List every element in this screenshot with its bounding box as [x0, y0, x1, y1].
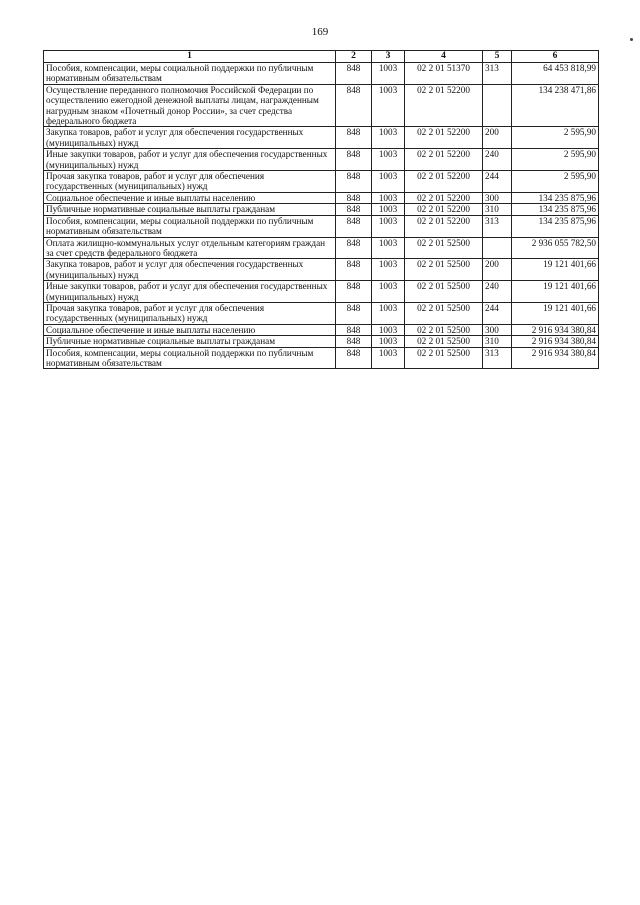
row-code-expense-type: 240	[483, 281, 512, 303]
row-amount: 2 595,90	[512, 149, 599, 171]
row-amount: 2 916 934 380,84	[512, 336, 599, 347]
row-code-admin: 848	[336, 281, 372, 303]
row-code-section: 1003	[372, 347, 405, 369]
row-code-target: 02 2 01 52500	[405, 302, 483, 324]
row-code-admin: 848	[336, 302, 372, 324]
table-row	[44, 324, 599, 335]
row-code-admin: 848	[336, 63, 372, 85]
row-code-expense-type: 313	[483, 347, 512, 369]
row-code-section: 1003	[372, 324, 405, 335]
row-description: Прочая закупка товаров, работ и услуг для обеспечения государственных (муниципальных) нужд	[44, 302, 336, 324]
row-code-expense-type	[483, 237, 512, 259]
row-code-expense-type: 244	[483, 302, 512, 324]
row-code-admin: 848	[336, 204, 372, 215]
row-code-target: 02 2 01 52200	[405, 215, 483, 237]
row-code-admin: 848	[336, 84, 372, 127]
row-code-target: 02 2 01 52200	[405, 171, 483, 193]
row-amount: 134 235 875,96	[512, 204, 599, 215]
row-code-admin: 848	[336, 237, 372, 259]
row-code-expense-type: 244	[483, 171, 512, 193]
row-amount: 2 916 934 380,84	[512, 347, 599, 369]
row-code-admin: 848	[336, 259, 372, 281]
row-description: Социальное обеспечение и иные выплаты населению	[44, 192, 336, 203]
table-row	[44, 259, 599, 281]
column-header: 4	[405, 51, 483, 63]
table-row	[44, 215, 599, 237]
row-code-section: 1003	[372, 171, 405, 193]
row-code-expense-type: 240	[483, 149, 512, 171]
row-description: Пособия, компенсации, меры социальной поддержки по публичным нормативным обязательствам	[44, 347, 336, 369]
row-description: Иные закупки товаров, работ и услуг для обеспечения государственных (муниципальных) нужд	[44, 281, 336, 303]
row-code-target: 02 2 01 52500	[405, 347, 483, 369]
table-header	[44, 51, 599, 63]
row-amount: 2 595,90	[512, 127, 599, 149]
row-code-target: 02 2 01 52500	[405, 259, 483, 281]
table-row	[44, 149, 599, 171]
table-row	[44, 237, 599, 259]
page-number: 169	[311, 26, 329, 38]
row-code-target: 02 2 01 52200	[405, 149, 483, 171]
row-code-target: 02 2 01 52500	[405, 324, 483, 335]
row-code-section: 1003	[372, 281, 405, 303]
column-header: 6	[512, 51, 599, 63]
row-code-target: 02 2 01 52200	[405, 127, 483, 149]
row-code-target: 02 2 01 51370	[405, 63, 483, 85]
row-code-section: 1003	[372, 63, 405, 85]
budget-table	[43, 50, 599, 369]
row-description: Иные закупки товаров, работ и услуг для обеспечения государственных (муниципальных) нужд	[44, 149, 336, 171]
row-code-expense-type: 200	[483, 259, 512, 281]
row-description: Публичные нормативные социальные выплаты гражданам	[44, 204, 336, 215]
row-code-section: 1003	[372, 302, 405, 324]
row-code-target: 02 2 01 52200	[405, 84, 483, 127]
row-amount: 134 238 471,86	[512, 84, 599, 127]
row-code-expense-type: 310	[483, 204, 512, 215]
column-header: 5	[483, 51, 512, 63]
row-code-admin: 848	[336, 171, 372, 193]
row-amount: 64 453 818,99	[512, 63, 599, 85]
table-body	[44, 63, 599, 369]
row-amount: 134 235 875,96	[512, 215, 599, 237]
row-code-section: 1003	[372, 84, 405, 127]
row-code-admin: 848	[336, 347, 372, 369]
row-amount: 19 121 401,66	[512, 259, 599, 281]
row-code-admin: 848	[336, 149, 372, 171]
column-header: 2	[336, 51, 372, 63]
table-row	[44, 347, 599, 369]
table-row	[44, 171, 599, 193]
row-amount: 19 121 401,66	[512, 302, 599, 324]
table-row	[44, 192, 599, 203]
row-description: Осуществление переданного полномочия Российской Федерации по осуществлению ежегодной денежной выплаты лицам, награжденным нагрудным знаком «Почетный донор России», за счет средства федерального бюджета	[44, 84, 336, 127]
row-code-target: 02 2 01 52500	[405, 281, 483, 303]
column-header: 3	[372, 51, 405, 63]
table-row	[44, 204, 599, 215]
row-code-expense-type: 313	[483, 63, 512, 85]
row-amount: 2 936 055 782,50	[512, 237, 599, 259]
row-code-admin: 848	[336, 336, 372, 347]
table-row	[44, 281, 599, 303]
row-description: Закупка товаров, работ и услуг для обеспечения государственных (муниципальных) нужд	[44, 127, 336, 149]
row-code-target: 02 2 01 52200	[405, 192, 483, 203]
row-description: Пособия, компенсации, меры социальной поддержки по публичным нормативным обязательствам	[44, 215, 336, 237]
table-row	[44, 127, 599, 149]
row-code-target: 02 2 01 52200	[405, 204, 483, 215]
row-description: Социальное обеспечение и иные выплаты населению	[44, 324, 336, 335]
row-code-section: 1003	[372, 192, 405, 203]
table-row	[44, 63, 599, 85]
row-code-expense-type: 300	[483, 324, 512, 335]
row-amount: 134 235 875,96	[512, 192, 599, 203]
row-code-section: 1003	[372, 149, 405, 171]
scan-mark	[630, 38, 633, 41]
header-row	[44, 51, 599, 63]
row-description: Оплата жилищно-коммунальных услуг отдельным категориям граждан за счет средств федерального бюджета	[44, 237, 336, 259]
row-code-admin: 848	[336, 192, 372, 203]
row-code-admin: 848	[336, 127, 372, 149]
row-amount: 19 121 401,66	[512, 281, 599, 303]
row-description: Публичные нормативные социальные выплаты гражданам	[44, 336, 336, 347]
row-code-section: 1003	[372, 336, 405, 347]
row-code-section: 1003	[372, 259, 405, 281]
row-code-section: 1003	[372, 237, 405, 259]
row-code-admin: 848	[336, 324, 372, 335]
row-code-target: 02 2 01 52500	[405, 237, 483, 259]
table-row	[44, 302, 599, 324]
row-amount: 2 595,90	[512, 171, 599, 193]
row-code-expense-type: 310	[483, 336, 512, 347]
row-code-expense-type: 200	[483, 127, 512, 149]
row-code-expense-type: 313	[483, 215, 512, 237]
row-code-section: 1003	[372, 127, 405, 149]
row-amount: 2 916 934 380,84	[512, 324, 599, 335]
row-code-expense-type: 300	[483, 192, 512, 203]
row-code-admin: 848	[336, 215, 372, 237]
table-row	[44, 84, 599, 127]
row-code-section: 1003	[372, 215, 405, 237]
column-header: 1	[44, 51, 336, 63]
row-code-target: 02 2 01 52500	[405, 336, 483, 347]
row-code-expense-type	[483, 84, 512, 127]
table-row	[44, 336, 599, 347]
row-code-section: 1003	[372, 204, 405, 215]
row-description: Закупка товаров, работ и услуг для обеспечения государственных (муниципальных) нужд	[44, 259, 336, 281]
row-description: Пособия, компенсации, меры социальной поддержки по публичным нормативным обязательствам	[44, 63, 336, 85]
row-description: Прочая закупка товаров, работ и услуг для обеспечения государственных (муниципальных) нужд	[44, 171, 336, 193]
